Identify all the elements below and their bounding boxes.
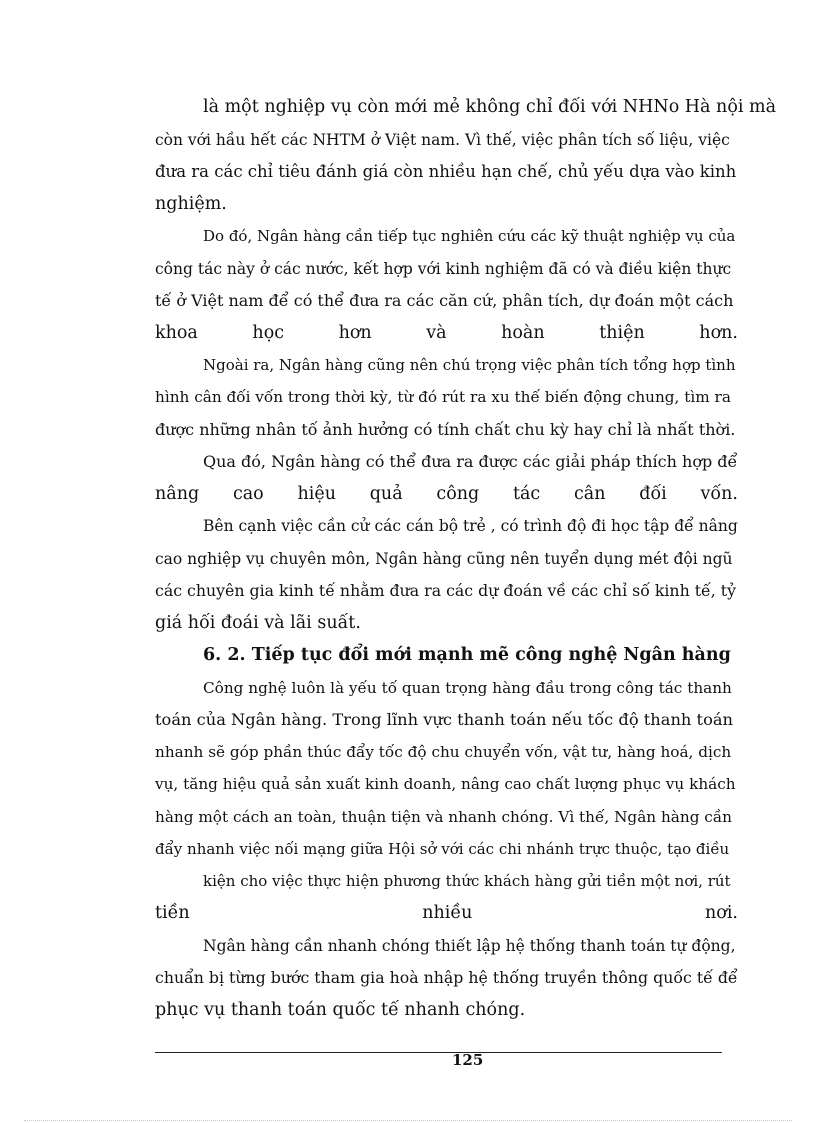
text-line: hàng một cách an toàn, thuận tiện và nhanh chóng. Vì thế, Ngân hàng cần [155,808,733,826]
page-number: 125 [452,1051,484,1069]
word: cao [232,484,264,504]
text-line: Ngoài ra, Ngân hàng cũng nên chú trọng việc phân tích tổng hợp tình [203,356,736,374]
word: học [252,323,285,343]
word: nhiều [422,903,473,923]
text-line: cao nghiệp vụ chuyên môn, Ngân hàng cũng nên tuyển dụng mét đội ngũ [155,550,733,568]
text-line: là một nghiệp vụ còn mới mẻ không chỉ đối với NHNo Hà nội mà [203,97,777,117]
text-line: được những nhân tố ảnh hưởng có tính chất chu kỳ hay chỉ là nhất thời. [155,420,736,439]
text-line: tế ở Việt nam để có thể đưa ra các căn cứ, phân tích, dự đoán một cách [155,291,734,310]
text-line: nghiệm. [155,194,227,214]
word: hoàn [501,323,545,343]
word: hơn [338,323,372,343]
text-line: công tác này ở các nước, kết hợp với kinh nghiệm đã có và điều kiện thực [155,260,732,278]
text-line: Qua đó, Ngân hàng có thể đưa ra được các giải pháp thích hợp để [203,452,738,471]
text-line: đưa ra các chỉ tiêu đánh giá còn nhiều hạn chế, chủ yếu dựa vào kinh [155,162,737,181]
word: và [426,323,447,343]
word: nơi. [705,903,738,923]
text-line: kiện cho việc thực hiện phương thức khách hàng gửi tiền một nơi, rút [203,872,731,890]
text-line: nhanh sẽ góp phần thúc đẩy tốc độ chu chuyển vốn, vật tư, hàng hoá, dịch [155,743,732,761]
page-bottom-border [24,1120,792,1121]
word: cân [573,484,606,504]
word: vốn. [700,484,738,504]
word: công [436,484,480,504]
word: hiệu [297,484,336,504]
word: nâng [155,484,200,504]
footer-rule [155,1052,722,1053]
text-line: Công nghệ luôn là yếu tố quan trọng hàng đầu trong công tác thanh [203,679,732,697]
text-line: Bên cạnh việc cần cử các cán bộ trẻ , có trình độ đi học tập để nâng [203,517,738,535]
justified-line [155,482,738,506]
word: tiền [155,903,190,923]
text-line: Ngân hàng cần nhanh chóng thiết lập hệ thống thanh toán tự động, [203,937,736,955]
word: thiện [599,323,645,343]
text-line: toán của Ngân hàng. Trong lĩnh vực thanh toán nếu tốc độ thanh toán [155,710,734,729]
text-line: đẩy nhanh việc nối mạng giữa Hội sở với các chi nhánh trực thuộc, tạo điều [155,840,730,858]
word: quả [369,484,403,504]
text-line: hình cân đối vốn trong thời kỳ, từ đó rút ra xu thế biến động chung, tìm ra [155,388,731,406]
justified-line [155,321,738,345]
text-line: vụ, tăng hiệu quả sản xuất kinh doanh, nâng cao chất lượng phục vụ khách [155,775,736,793]
justified-line [155,901,738,925]
text-line: chuẩn bị từng bước tham gia hoà nhập hệ thống truyền thông quốc tế để [155,968,738,987]
text-line: giá hối đoái và lãi suất. [155,613,361,633]
text-line: phục vụ thanh toán quốc tế nhanh chóng. [155,1000,526,1020]
word: khoa [155,323,198,343]
word: hơn. [699,323,738,343]
text-line: các chuyên gia kinh tế nhằm đưa ra các dự đoán về các chỉ số kinh tế, tỷ [155,581,736,600]
text-line: Do đó, Ngân hàng cần tiếp tục nghiên cứu các kỹ thuật nghiệp vụ của [203,227,736,245]
word: tác [512,484,541,504]
text-line: còn với hầu hết các NHTM ở Việt nam. Vì thế, việc phân tích số liệu, việc [155,131,730,149]
word: đối [639,484,667,504]
section-heading: 6. 2. Tiếp tục đổi mới mạnh mẽ công nghệ Ngân hàng [203,645,731,665]
